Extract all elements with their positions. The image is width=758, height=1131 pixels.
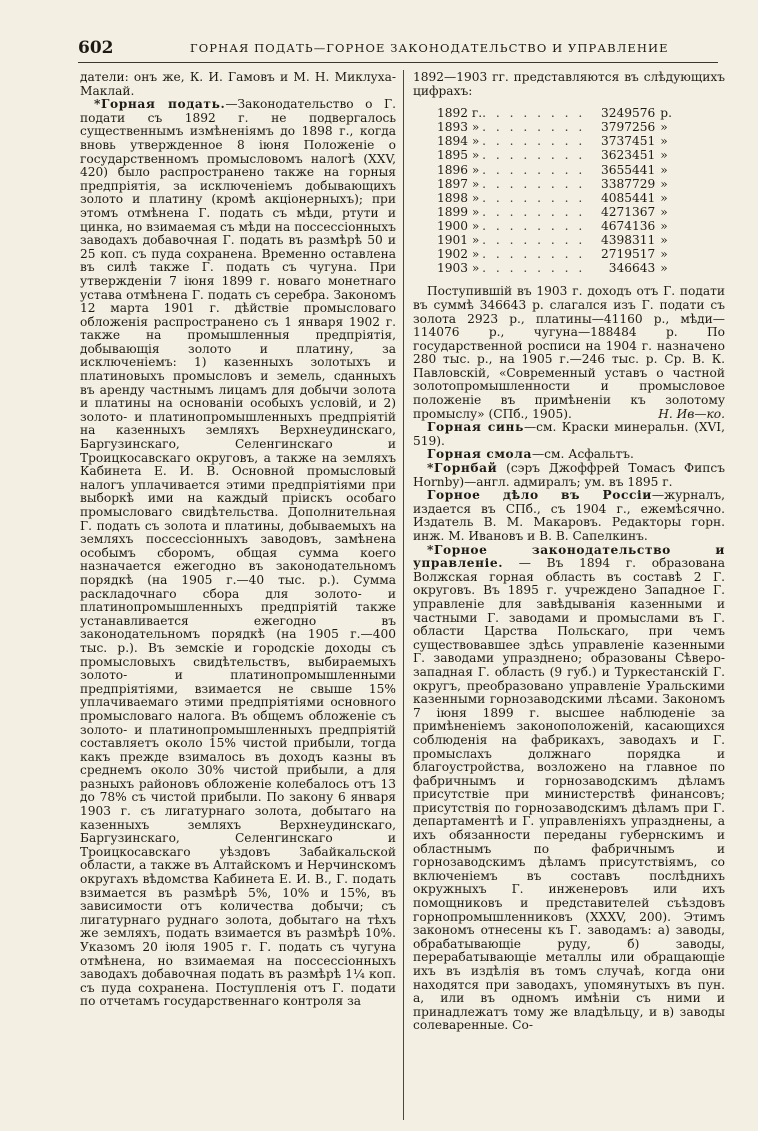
table-leader: . . . . . . . .	[482, 148, 586, 163]
table-leader: . . . . . . . .	[482, 233, 586, 248]
table-leader: . . . . . . . .	[482, 120, 586, 135]
table-amount: 3623451	[601, 148, 656, 163]
entry-text: —см. Краски минеральн. (XVI, 519).	[413, 420, 725, 448]
table-leader: . . . . . . . .	[482, 261, 586, 276]
table-unit: »	[660, 204, 668, 219]
table-year: 1892 г.	[437, 106, 483, 121]
page-header	[78, 36, 718, 63]
dictionary-entry	[413, 462, 725, 489]
table-unit: »	[660, 218, 668, 233]
article-headword: *Горная подать.	[94, 97, 226, 112]
article-text: —Законодательство о Г. подати съ 1892 г. не подвергалось существеннымъ измѣненіямъ до 1898 г., когда вновь утвержденное 8 іюня Положеніе о государственномъ промысловомъ налогѣ (XXV, 420) было распространено также на горныя предпріятія, за исключеніемъ добывающихъ золото и платину (кромѣ акціонерныхъ); при этомъ отмѣнена Г. подать съ мѣди, ртути и цинка, но взимаемая съ мѣди на поссессіонныхъ заводахъ добавочная Г. подать въ размѣрѣ 50 и 25 коп. съ пуда сохранена. Временно оставлена въ силѣ также Г. подать съ чугуна. При утвержденіи 7 іюня 1899 г. новаго монетнаго устава отмѣнена Г. подать съ серебра. Закономъ 12 марта 1901 г. дѣйствіе промысловаго обложенія распространено съ 1 января 1902 г. также на промышленныя предпріятія, добывающія золото и платину, за исключеніемъ: 1) казенныхъ золотыхъ и платиновыхъ промысловъ и земель, сданныхъ въ аренду частнымъ лицамъ для добычи золота и платины на основаніи особыхъ условій, и 2) золото- и платинопромышленныхъ предпріятій на казенныхъ земляхъ Верхнеудинскаго, Баргузинскаго, Селенгинскаго и Троицкосавскаго округовъ, а также на земляхъ Кабинета Е. И. В. Основной промысловый налогъ уплачивается этими предпріятіями при выборкѣ ими на каждый пріискъ особаго промысловаго свидѣтельства. Дополнительная Г. подать съ золота и платины, добываемыхъ на земляхъ поссессіонныхъ заводовъ, замѣнена особымъ сборомъ, общая сумма коего назначается ежегодно въ законодательномъ порядкѣ (на 1905 г.—40 тыс. р.). Сумма раскладочнаго сбора для золото- и платинопромышленныхъ предпріятій также устанавливается ежегодно въ законодательномъ порядкѣ (на 1905 г.—400 тыс. р.). Въ земскіе и городскіе доходы съ промысловыхъ свидѣтельствъ, выбираемыхъ золото- и платинопромышленными предпріятіями, взимается не свыше 15% уплачиваемаго этими предпріятіями основного промысловаго налога. Въ общемъ обложеніе съ золото- и платинопромышленныхъ предпріятій составляетъ около 15% чистой прибыли, тогда какъ прежде взималось въ доходъ казны въ среднемъ около 30% чистой прибыли, а для разныхъ районовъ обложеніе колебалось отъ 13 до 78% съ чистой прибыли. По закону 6 января 1903 г. съ лигатурнаго золота, добытаго на казенныхъ земляхъ Верхнеудинскаго, Баргузинскаго, Селенгинскаго и Троицкосавскаго уѣздовъ Забайкальской области, а также въ Алтайскомъ и Нерчинскомъ округахъ вѣдомства Кабинета Е. И. В., Г. подать взимается въ размѣрѣ 5%, 10% и 15%, въ зависимости отъ количества добычи; съ лигатурнаго руднаго золота, добытаго на тѣхъ же земляхъ, подать взимается въ размѣрѣ 10%. Указомъ 20 іюля 1905 г. Г. подать съ чугуна отмѣнена, но взимаемая на поссессіонныхъ заводахъ добавочная подать въ размѣрѣ 1¼ коп. съ пуда сохранена. Поступленія отъ Г. подати по отчетамъ государственнаго контроля за	[80, 97, 396, 1009]
dictionary-entry	[413, 544, 725, 1033]
entry-headword: Горная смола	[427, 447, 532, 462]
table-row	[437, 205, 680, 219]
table-amount: 3249576	[601, 106, 656, 121]
entry-headword: Горное дѣло въ Россіи	[427, 488, 652, 503]
dictionary-entry	[413, 489, 725, 543]
table-unit: »	[660, 148, 668, 163]
continued-paragraph: датели: онъ же, К. И. Гамовъ и М. Н. Миклуха-Маклай.	[80, 70, 396, 98]
entry-text: — Въ 1894 г. образована Волжская горная область въ составѣ 2 Г. округовъ. Въ 1895 г. учреждено Западное Г. управленіе для завѣдыванія казенными и частными Г. заводами и промыслами въ Г. области Царства Польскаго, при чемъ существовавшее здѣсь управленіе казенными Г. заводами упразднено; образованы Сѣверо-западная Г. область (9 губ.) и Туркестанскій Г. округъ, преобразовано управленіе Уральскими казенными горнозаводскими лѣсами. Закономъ 7 іюня 1899 г. высшее наблюденіе за примѣненіемъ законоположеній, касающихся соблюденія на фабрикахъ, заводахъ и Г. промыслахъ должнаго порядка и благоустройства, возложено на главное по фабричнымъ и горнозаводскимъ дѣламъ присутствіе при министерствѣ финансовъ; присутствія по горнозаводскимъ дѣламъ при Г. департаментѣ и Г. управленіяхъ упразднены, а ихъ обязанности переданы губернскимъ и областнымъ по фабричнымъ и горнозаводскимъ дѣламъ присутствіямъ, со включеніемъ въ составъ послѣднихъ окружныхъ Г. инженеровъ или ихъ помощниковъ и представителей съѣздовъ горнопромышленниковъ (XXXV, 200). Этимъ закономъ отнесены къ Г. заводамъ: а) заводы, обрабатывающіе руду, б) заводы, перерабатывающіе металлы или обращающіе ихъ въ издѣлія въ томъ случаѣ, когда они находятся при заводахъ, упомянутыхъ въ пун. а, или въ одномъ имѣніи съ ними и принадлежатъ тому же владѣльцу, и в) заводы солеваренные. Со-	[413, 556, 725, 1033]
table-year: 1894 »	[437, 134, 480, 149]
table-amount: 4674136	[601, 218, 656, 233]
table-row	[437, 191, 680, 205]
table-row	[437, 261, 680, 275]
table-row	[437, 148, 680, 162]
entry-text: —журналъ, издается въ СПб., съ 1904 г., ежемѣсячно. Издатель В. М. Макаровъ. Редакторы горн. инж. М. Ивановъ и В. В. Сапелкинъ.	[413, 488, 725, 543]
table-amount: 3387729	[601, 176, 656, 191]
table-unit: »	[660, 176, 668, 191]
table-row	[437, 219, 680, 233]
table-amount: 2719517	[601, 247, 656, 262]
column-divider	[403, 70, 404, 1120]
table-unit: »	[660, 162, 668, 177]
dictionary-entry	[413, 421, 725, 448]
revenue-paragraph	[413, 285, 725, 421]
table-year: 1901 »	[437, 233, 480, 248]
table-row	[437, 163, 680, 177]
table-unit: »	[660, 134, 668, 149]
table-unit: »	[660, 190, 668, 205]
entry-headword: Горная синь	[427, 420, 524, 435]
page-number: 602	[78, 38, 114, 58]
table-year: 1898 »	[437, 190, 480, 205]
table-intro: 1892—1903 гг. представляются въ слѣдующихъ цифрахъ:	[413, 70, 725, 98]
table-year: 1899 »	[437, 204, 480, 219]
table-year: 1900 »	[437, 218, 480, 233]
table-leader: . . . . . . . .	[482, 218, 586, 233]
table-year: 1896 »	[437, 162, 480, 177]
table-amount: 4398311	[601, 233, 656, 248]
table-amount: 3655441	[601, 162, 656, 177]
table-unit: »	[660, 247, 668, 262]
table-unit: »	[660, 120, 668, 135]
table-leader: . . . . . . . .	[482, 190, 586, 205]
table-row	[437, 106, 680, 120]
table-leader: . . . . . . . .	[482, 162, 586, 177]
right-column	[413, 71, 725, 1033]
table-amount: 4271367	[601, 204, 656, 219]
entry-headword: *Горнбай	[427, 461, 498, 476]
author-signature: Н. Ив—ко.	[658, 406, 725, 421]
table-amount: 346643	[608, 261, 656, 276]
article-gornaya-podat	[80, 98, 396, 1009]
table-amount: 4085441	[601, 190, 656, 205]
table-row	[437, 134, 680, 148]
revenue-text: Поступившій въ 1903 г. доходъ отъ Г. подати въ суммѣ 346643 р. слагался изъ Г. подати съ золота 2923 р., платины—41160 р., мѣди—114076 р., чугуна—188484 р. По государственной росписи на 1904 г. назначено 280 тыс. р., на 1905 г.—246 тыс. р. Ср. В. К. Павловскій, «Современный уставъ о частной золотопромышленности и промысловое положеніе въ примѣненіи къ золотому промыслу» (СПб., 1905).	[413, 284, 725, 421]
table-leader: . . . . . . . .	[482, 176, 586, 191]
table-year: 1893 »	[437, 120, 480, 135]
left-column	[80, 71, 396, 1009]
entry-text: —см. Асфальтъ.	[531, 447, 634, 462]
table-year: 1895 »	[437, 148, 480, 163]
table-amount: 3797256	[601, 120, 656, 135]
table-row	[437, 233, 680, 247]
table-leader: . . . . . . . .	[482, 106, 586, 121]
entry-text: (сэръ Джоффрей Томасъ Фипсъ Hornby)—англ. адмиралъ; ум. въ 1895 г.	[413, 461, 725, 489]
table-unit: »	[660, 261, 668, 276]
table-row	[437, 120, 680, 134]
revenue-table	[437, 106, 680, 275]
table-unit: р.	[660, 106, 672, 121]
table-year: 1903 »	[437, 261, 480, 276]
running-title: ГОРНАЯ ПОДАТЬ—ГОРНОЕ ЗАКОНОДАТЕЛЬСТВО И УПРАВЛЕНИЕ	[190, 41, 669, 55]
table-row	[437, 247, 680, 261]
table-amount: 3737451	[601, 134, 656, 149]
table-leader: . . . . . . . .	[482, 134, 586, 149]
table-leader: . . . . . . . .	[482, 247, 586, 262]
table-year: 1897 »	[437, 176, 480, 191]
table-year: 1902 »	[437, 247, 480, 262]
table-row	[437, 177, 680, 191]
entry-headword: *Горное законодательство и управленіе.	[413, 542, 725, 571]
dictionary-entry	[413, 448, 725, 462]
entry-list	[413, 421, 725, 1033]
table-leader: . . . . . . . .	[482, 204, 586, 219]
table-unit: »	[660, 233, 668, 248]
